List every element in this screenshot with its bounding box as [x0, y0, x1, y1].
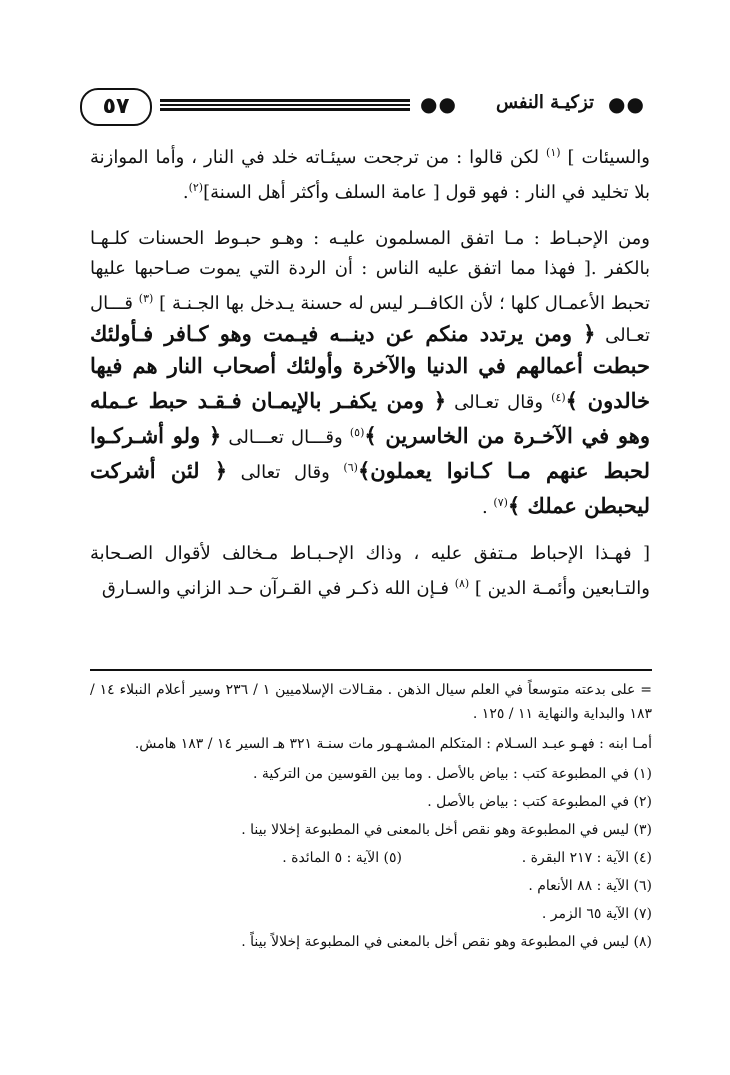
page-number: ٥٧ — [80, 88, 152, 126]
footnote-7: (٧) الآية ٦٥ الزمر . — [541, 906, 652, 922]
footnote-ref: (٣) — [138, 292, 154, 305]
footnote-3: (٣) ليس في المطبوعة وهو نقص أخل بالمعنى في المطبوعة إخلالا بينا . — [241, 822, 652, 838]
text-run: . — [481, 497, 494, 518]
text-run: وقال تعالى — [227, 462, 344, 483]
quran-verse: ﴿ ومن يكفـر بالإيمـان فـقـد حبط عـمله وهو في الآخـرة من الخاسرين ﴾ — [90, 388, 650, 448]
text-run: وقال تعـالى — [446, 392, 552, 413]
quran-verse: ﴿ لئن أشركت ليحبطن عملك ﴾ — [90, 458, 650, 518]
paragraph — [90, 138, 650, 208]
footnote-continuation: = على بدعته متوسعاً في العلم سيال الذهن . مقـالات الإسلاميين ١ / ٢٣٦ وسير أعلام النبلاء ١٤ / ١٨٣ والبداية والنهاية ١١ / ١٢٥ . — [90, 682, 652, 722]
text-run: ومن الإحبـاط : مـا اتفق المسلمون عليـه : وهـو حبـوط الحسنات كلـهـا بالكفر .[ فهذا مما اتفق عليه الناس : أن الردة التي يموت صـاحبها عليها تحبط الأعمـال كلها ؛ لأن الكافــر ليس له حسنة يـدخل بها الجـنـة ] — [90, 228, 650, 314]
footnote-ref: (٨) — [454, 577, 470, 590]
text-run: لكن قالوا : من ترجحت سيئـاته خلد في النار ، وأما الموازنة بلا تخليد في النار : فهو قول [ عامة السلف وأكثر أهل السنة] — [90, 147, 650, 203]
paragraph — [90, 224, 650, 523]
paragraph — [90, 539, 650, 604]
footnote-ref: (٥) — [349, 426, 365, 439]
footnote-8: (٨) ليس في المطبوعة وهو نقص أخل بالمعنى في المطبوعة إخلالاً بيناً . — [241, 934, 652, 950]
footnote-4: (٤) الآية : ٢١٧ البقرة . — [521, 850, 652, 866]
text-run: فـإن الله ذكـر في القـرآن حـد الزاني والسـارق — [101, 578, 455, 599]
ornament-dots-icon: ●● — [608, 92, 645, 116]
footnotes — [90, 678, 652, 958]
quran-verse: ﴿ ولو أشـركـوا لحبط عنهم مـا كـانوا يعملون﴾ — [90, 423, 650, 483]
main-text — [90, 138, 650, 620]
text-run: والسيئات ] — [560, 147, 650, 168]
footnote-ref: (٦) — [343, 461, 358, 474]
text-run: قـــال تعـالى — [90, 293, 651, 346]
header-rule — [160, 99, 410, 111]
quran-verse: ﴿ ومن يرتدد منكم عن دينــه فيـمت وهو كـافر فـأولئك حبطت أعمالهم في الدنيا والآخرة وأولئك أصحاب النار هم فيها خالدون ﴾ — [90, 321, 651, 413]
footnote-ref: (٢) — [188, 181, 204, 194]
text-run: [ فهـذا الإحباط مـتفق عليه ، وذاك الإحـبـاط مـخالف لأقوال الصـحابة والتـابعين وأئمـة الدين ] — [90, 543, 650, 599]
ornament-dots-icon: ●● — [420, 92, 457, 116]
text-run: وقـــال تعـــالى — [221, 427, 350, 448]
page-header — [80, 88, 660, 132]
footnote-ref: (٧) — [493, 496, 508, 509]
footnote-continuation: أمـا ابنه : فهـو عبـد السـلام : المتكلم المشـهـور مات سنـة ٣٢١ هـ السير ١٤ / ١٨٣ هامش. — [134, 736, 652, 752]
footnote-5: (٥) الآية : ٥ المائدة . — [282, 850, 402, 866]
footnote-ref: (١) — [546, 146, 561, 159]
footnote-divider — [90, 669, 652, 671]
footnote-1: (١) في المطبوعة كتب : بياض بالأصل . وما بين القوسين من التركية . — [253, 766, 652, 782]
text-run: . — [182, 182, 189, 203]
footnote-6: (٦) الآية : ٨٨ الأنعام . — [528, 878, 652, 894]
footnote-2: (٢) في المطبوعة كتب : بياض بالأصل . — [427, 794, 652, 810]
footnote-ref: (٤) — [551, 391, 566, 404]
footnote-row — [90, 846, 652, 870]
running-title: تزكيـة النفس — [495, 92, 595, 113]
